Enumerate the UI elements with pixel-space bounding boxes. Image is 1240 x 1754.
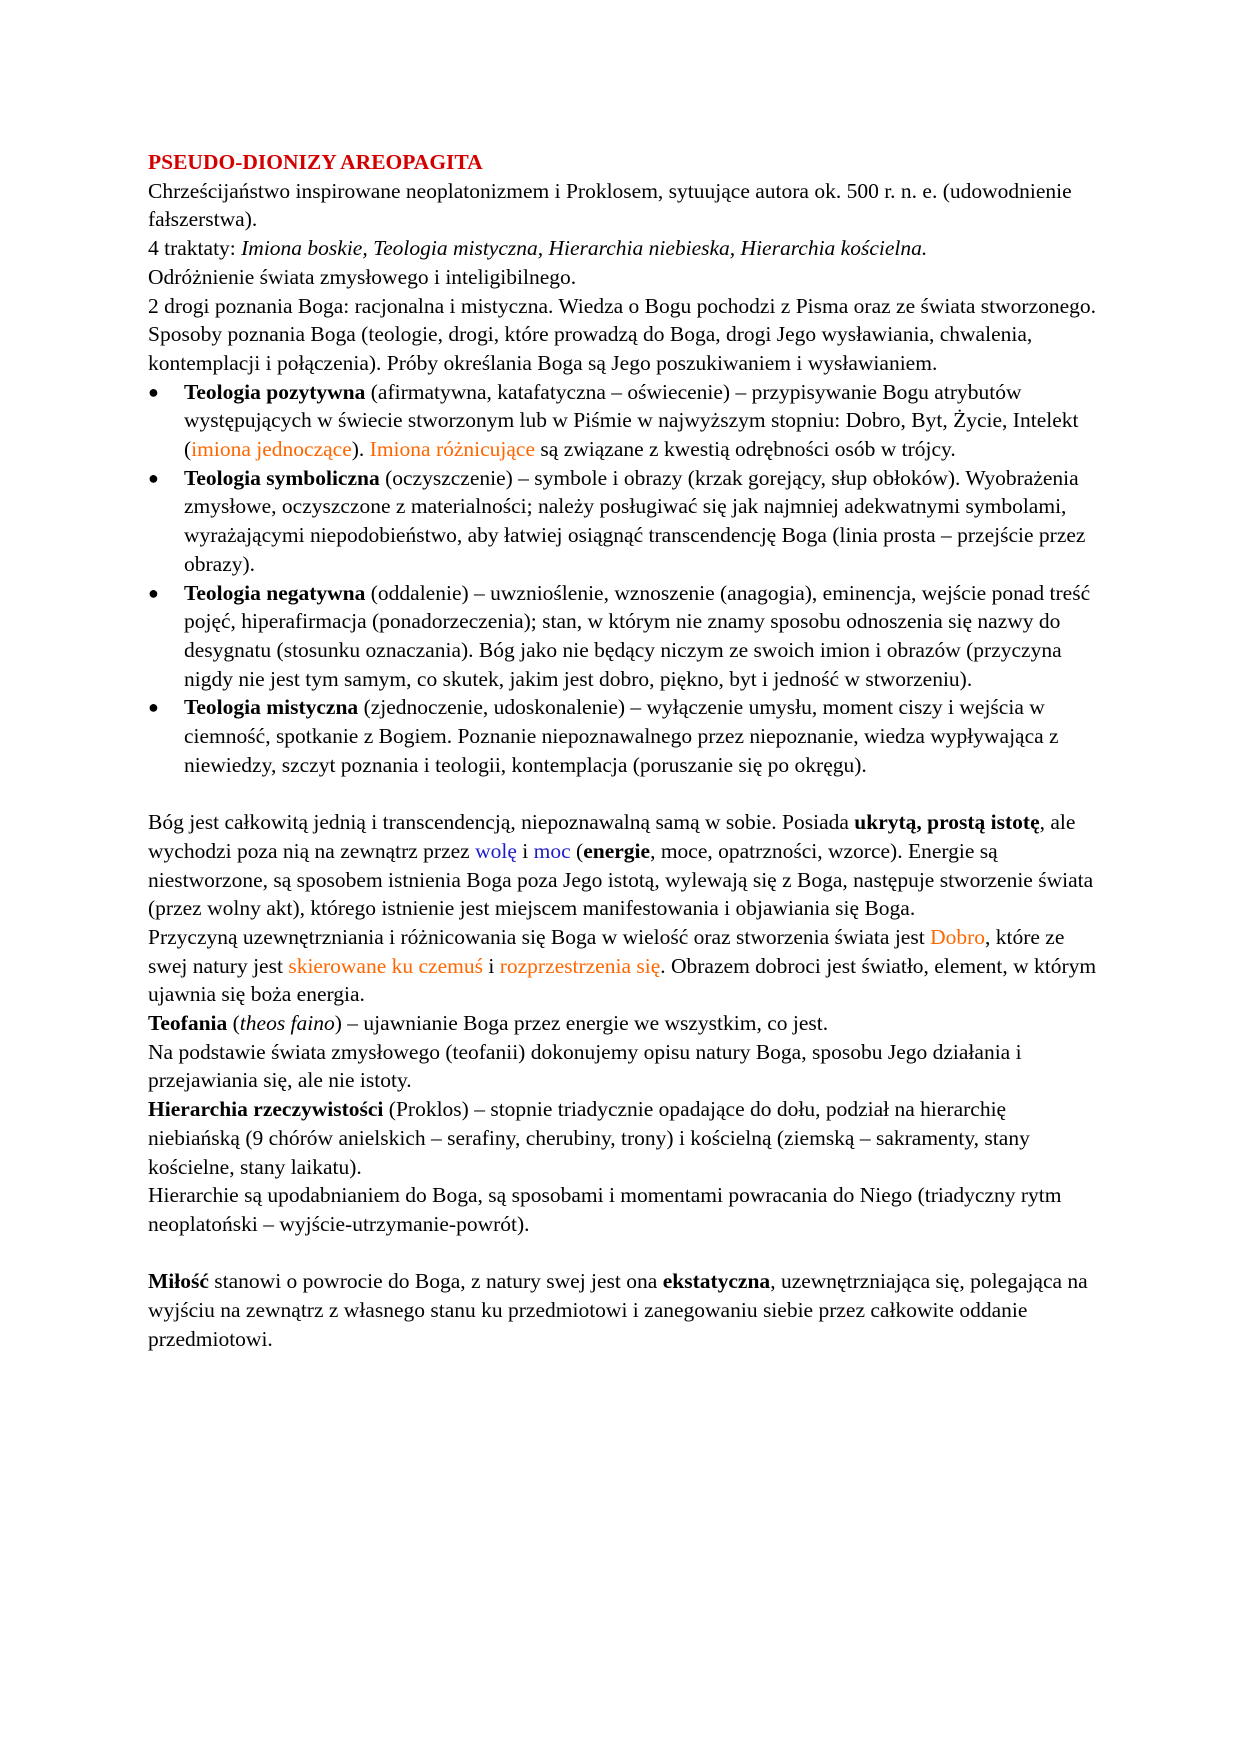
list-text: (zjednoczenie, udoskonalenie) – wyłączenie umysłu, moment ciszy i wejścia w ciemność, spotkanie z Bogiem. Poznanie niepoznawalnego przez niepoznanie, wiedza wypływająca z niewiedzy, szczyt poznania i teologii, kontemplacja (poruszanie się po okręgu). — [184, 695, 1059, 777]
intro-paragraph-3: Odróżnienie świata zmysłowego i inteligibilnego. — [148, 264, 577, 289]
body-text: , uzewnętrzniająca się, polegająca na wyjściu na zewnątrz z własnego stanu ku przedmiotowi i zanegowaniu siebie przez całkowite oddanie przedmiotowi. — [148, 1269, 1088, 1351]
paragraph-gap — [148, 779, 1098, 808]
highlight-power: moc — [533, 838, 571, 863]
bullet-icon: ● — [148, 697, 159, 718]
document-title: PSEUDO-DIONIZY AREOPAGITA — [148, 150, 483, 174]
list-item — [148, 579, 1098, 694]
list-text: (oczyszczenie) – symbole i obrazy (krzak gorejący, słup obłoków). Wyobrażenia zmysłowe, oczyszczone z materialności; należy posługiwać się jak najmniej adekwatnymi symbolami, wyrażającymi niepodobieństwo, aby łatwiej osiągnąć transcendencję Boga (linia prosta – przejście przez obrazy). — [184, 465, 1086, 576]
treatises-titles: Imiona boskie, Teologia mistyczna, Hierarchia niebieska, Hierarchia kościelna. — [241, 236, 928, 261]
term-theophany: Teofania — [148, 1011, 228, 1036]
list-text: (afirmatywna, katafatyczna – oświecenie) – przypisywanie Bogu atrybutów występujących w świecie stworzonym lub w Piśmie w najwyższym stopniu: Dobro, Byt, Życie, Intelekt ( — [184, 379, 1079, 462]
term-theos-faino: theos faino — [239, 1011, 335, 1036]
list-item — [148, 693, 1098, 779]
document-page — [148, 148, 1098, 1354]
term-hierarchy-of-reality: Hierarchia rzeczywistości — [148, 1097, 384, 1122]
theophany-paragraph — [148, 1009, 1098, 1038]
body-text: . Obrazem dobroci jest światło, element, w którym ujawnia się boża energia. — [148, 953, 1097, 1007]
highlight-will: wolę — [475, 838, 517, 863]
intro-paragraph-treatises — [148, 234, 1098, 263]
term-love: Miłość — [148, 1269, 209, 1294]
body-text: i — [516, 838, 534, 863]
body-text: ) – ujawnianie Boga przez energie we wszystkim, co jest. — [334, 1011, 829, 1036]
theology-list — [148, 378, 1098, 780]
highlight-spreads: rozprzestrzenia się — [499, 953, 661, 978]
body-text: , ale wychodzi poza nią na zewnątrz przez — [148, 810, 1076, 863]
body-text: ( — [570, 838, 584, 863]
bullet-icon: ● — [148, 582, 159, 603]
body-text: stanowi o powrocie do Boga, z natury swej jest ona — [208, 1269, 663, 1294]
term-hidden-essence: ukrytą, prostą istotę — [854, 810, 1040, 835]
goodness-paragraph — [148, 923, 1098, 1009]
highlight-directed: skierowane ku czemuś — [288, 953, 483, 978]
highlight-unifying-names: imiona jednoczące — [191, 437, 352, 462]
body-text: Przyczyną uzewnętrzniania i różnicowania się Boga w wielość oraz stworzenia świata jest — [148, 924, 931, 949]
bullet-icon: ● — [148, 467, 159, 488]
sensory-world-paragraph: Na podstawie świata zmysłowego (teofanii) dokonujemy opisu natury Boga, sposobu Jego działania i przejawiania się, ale nie istoty. — [148, 1039, 1022, 1093]
intro-paragraph-5: Sposoby poznania Boga (teologie, drogi, które prowadzą do Boga, drogi Jego wysławiania, chwalenia, kontemplacji i połączenia). Próby określania Boga są Jego poszukiwaniem i wysławianiem. — [148, 322, 1033, 375]
term-energies: energie — [583, 838, 651, 863]
love-paragraph — [148, 1267, 1098, 1353]
intro-paragraph-1: Chrześcijaństwo inspirowane neoplatonizmem i Proklosem, sytuujące autora ok. 500 r. n. e. (udowodnienie fałszerstwa). — [148, 178, 1072, 232]
term-mystical-theology: Teologia mistyczna — [184, 695, 359, 720]
intro-paragraph-4: 2 drogi poznania Boga: racjonalna i mistyczna. Wiedza o Bogu pochodzi z Pisma oraz ze świata stworzonego. — [148, 293, 1097, 318]
treatises-prefix: 4 traktaty: — [148, 236, 242, 261]
list-item — [148, 464, 1098, 579]
hierarchy-paragraph — [148, 1095, 1098, 1181]
hierarchies-assimilation-paragraph: Hierarchie są upodabnianiem do Boga, są sposobami i momentami powracania do Niego (triadyczny rytm neoplatoński – wyjście-utrzymanie-powrót). — [148, 1183, 1062, 1236]
list-text: ). — [351, 437, 370, 462]
term-symbolic-theology: Teologia symboliczna — [184, 465, 380, 490]
body-text: ( — [227, 1011, 240, 1036]
body-text: , które ze swej natury jest — [148, 924, 1065, 978]
god-essence-paragraph — [148, 808, 1098, 923]
list-text: (oddalenie) – uwznioślenie, wznoszenie (anagogia), eminencja, wejście ponad treść pojęć, hiperafirmacja (ponadorzeczenia); stan, w którym nie znamy sposobu odnoszenia się nazwy do desygnatu (stosunku oznaczania). Bóg jako nie będący niczym ze swoich imion i obrazów (przyczyna nigdy nie jest tym samym, co skutek, jakim jest dobro, piękno, byt i jedność w stworzeniu). — [184, 580, 1091, 691]
list-text: są związane z kwestią odrębności osób w trójcy. — [535, 437, 956, 462]
paragraph-gap — [148, 1239, 1098, 1268]
list-item — [148, 378, 1098, 464]
term-ecstatic: ekstatyczna — [662, 1269, 771, 1294]
bullet-icon: ● — [148, 381, 159, 402]
term-negative-theology: Teologia negatywna — [184, 580, 366, 605]
highlight-differentiating-names: Imiona różnicujące — [369, 437, 536, 462]
highlight-good: Dobro — [930, 924, 985, 949]
body-text: , moce, opatrzności, wzorce). Energie są niestworzone, są sposobem istnienia Boga poza Jego istotą, wylewają się z Boga, następuje stworzenie świata (przez wolny akt), którego istnienie jest miejscem manifestowania i objawiania się Boga. — [148, 838, 1094, 921]
body-text: Bóg jest całkowitą jednią i transcendencją, niepoznawalną samą w sobie. Posiada — [148, 810, 855, 835]
body-text: (Proklos) – stopnie triadycznie opadające do dołu, podział na hierarchię niebiańską (9 chórów anielskich – serafiny, cherubiny, trony) i kościelną (ziemską – sakramenty, stany kościelne, stany laikatu). — [148, 1097, 1030, 1179]
body-text: i — [482, 953, 500, 978]
term-positive-theology: Teologia pozytywna — [184, 379, 366, 404]
